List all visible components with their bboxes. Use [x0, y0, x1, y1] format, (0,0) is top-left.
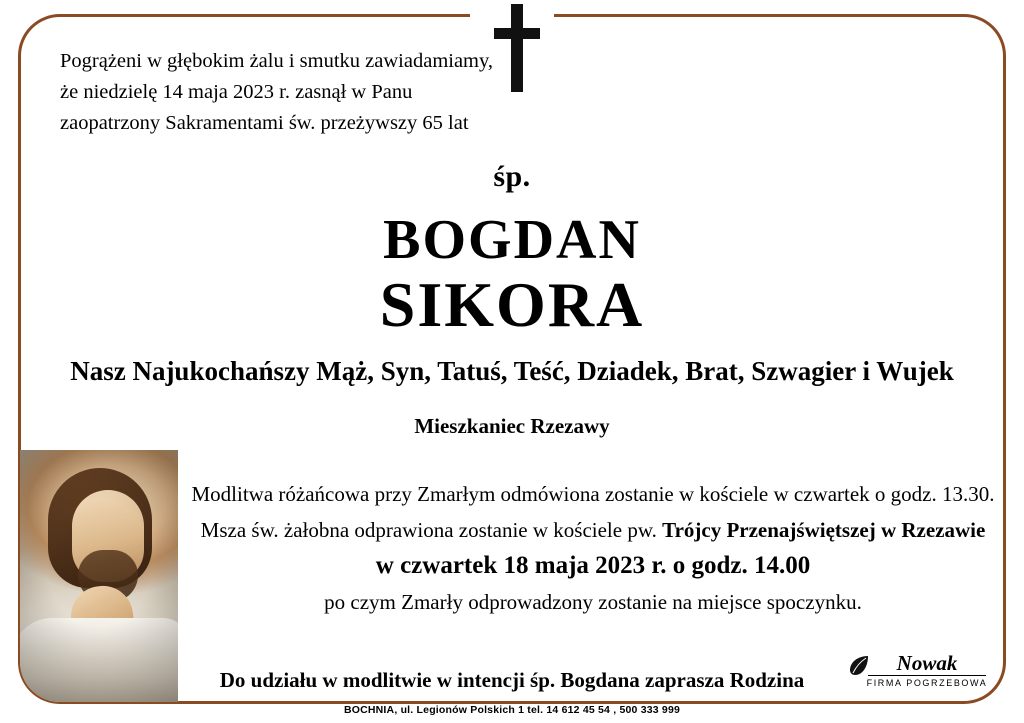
portrait-vignette [20, 450, 178, 702]
rosary-line: Modlitwa różańcowa przy Zmarłym odmówiona zostanie w kościele w czwartek o godz. 13.30. [191, 482, 995, 506]
intro-line-2: że niedzielę 14 maja 2023 r. zasnął w Panu [60, 81, 413, 103]
jesus-praying-image [20, 450, 178, 702]
logo-rule [868, 675, 986, 676]
after-mass-line: po czym Zmarły odprowadzony zostanie na miejsce spoczynku. [324, 590, 862, 614]
funeral-home-logo [862, 652, 992, 694]
family-relations: Nasz Najukochańszy Mąż, Syn, Tatuś, Teść, Dziadek, Brat, Szwagier i Wujek [70, 356, 954, 386]
residence: Mieszkaniec Rzezawy [414, 414, 610, 438]
intro-line-3: zaopatrzony Sakramentami św. przeżywszy 65 lat [60, 112, 469, 134]
deceased-last-name: SIKORA [379, 269, 645, 340]
footer-address: BOCHNIA, ul. Legionów Polskich 1 tel. 14 612 45 54 , 500 333 999 [343, 704, 681, 716]
leaf-icon [848, 654, 870, 676]
logo-name: Nowak [896, 651, 958, 675]
deceased-first-name: BOGDAN [383, 209, 641, 271]
mass-church: Trójcy Przenajświętszej w Rzezawie [662, 518, 986, 542]
mass-datetime: w czwartek 18 maja 2023 r. o godz. 14.00 [375, 552, 811, 579]
intro-line-1: Pogrążeni w głębokim żalu i smutku zawiadamiamy, [60, 50, 494, 72]
honorific: śp. [493, 160, 531, 193]
service-details [180, 476, 1006, 620]
mass-line [180, 512, 1006, 548]
mass-prefix: Msza św. żałobna odprawiona zostanie w kościele pw. [200, 518, 657, 542]
intro-paragraph [60, 46, 620, 139]
logo-subtitle: FIRMA POGRZEBOWA [866, 678, 988, 688]
invitation-line: Do udziału w modlitwie w intencji śp. Bogdana zaprasza Rodzina [219, 668, 805, 692]
